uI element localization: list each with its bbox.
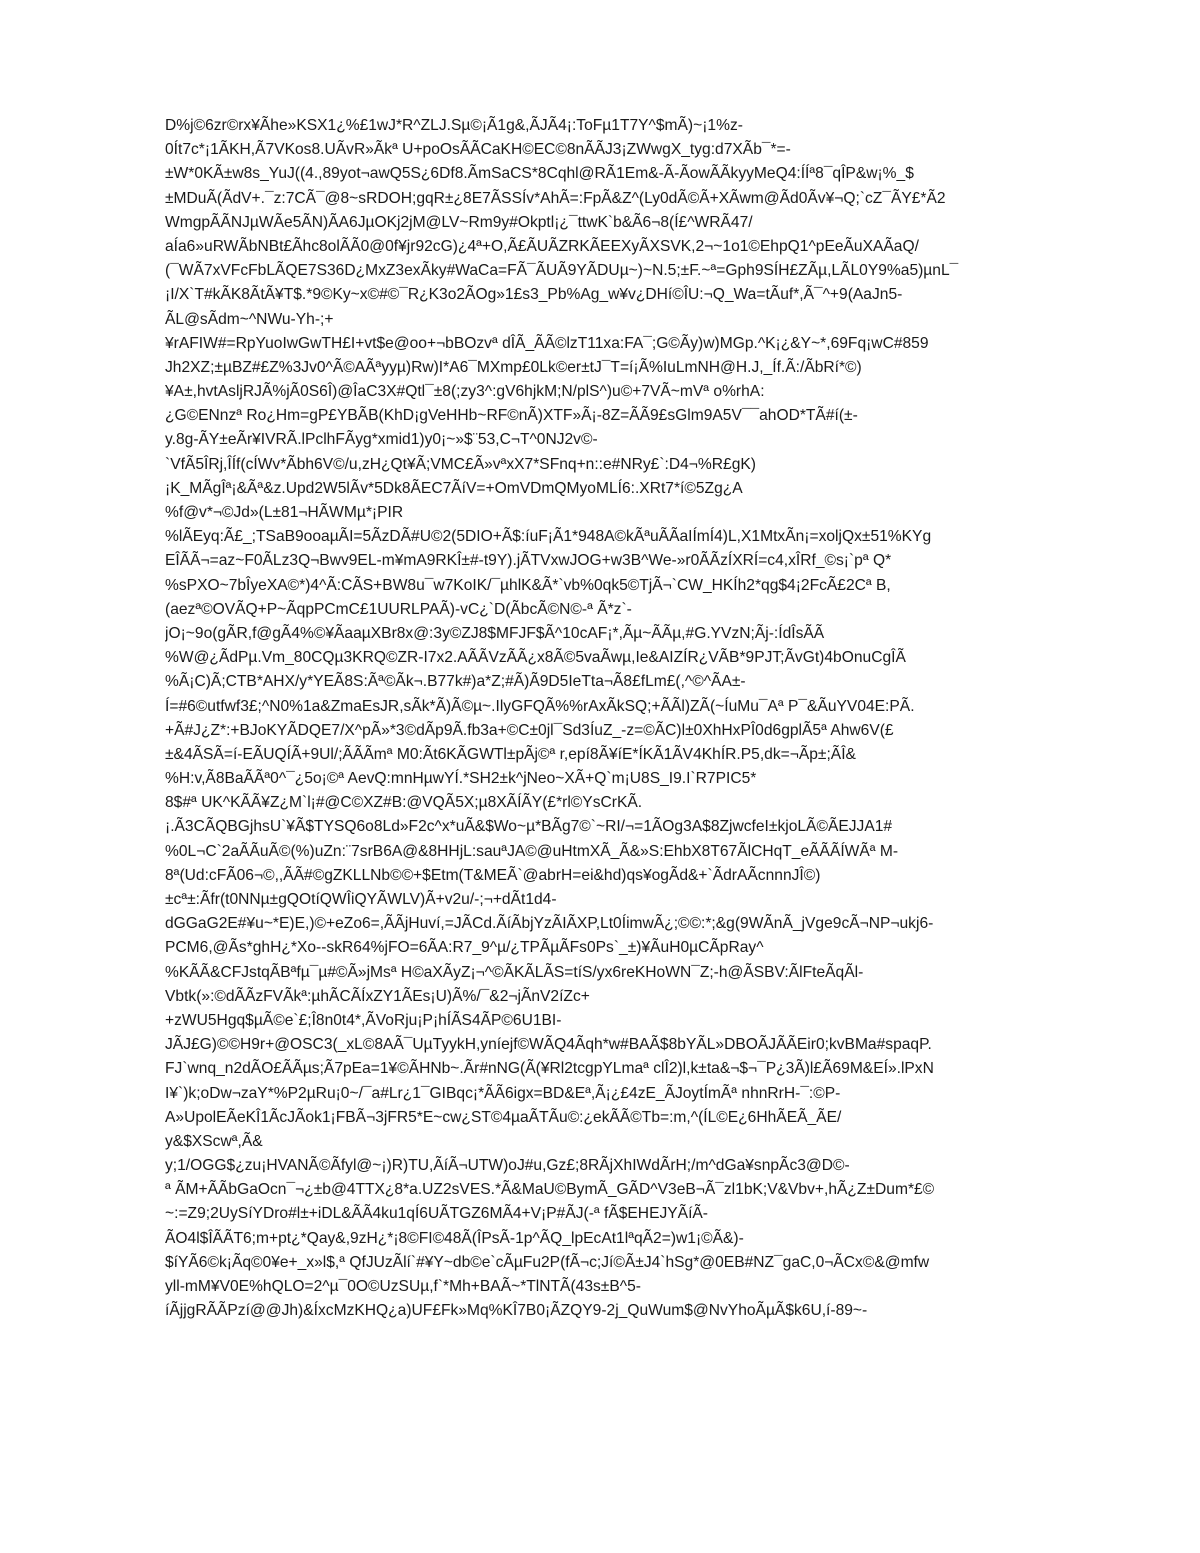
text-line: %0L¬C`2aÃÃuÃ©(%)uZn:¨7srB6A@&8HHjL:sauªJA©@uHtmXÃ_Ã&»S:EhbX8T67ÃlCHqT_eÃÃÃÍWÃª M-	[165, 842, 899, 860]
text-line: ¥A±,hvtAsljRJÃ%jÃ0S6Î)@ÎaC3X#Qtl¯±8(;zy3^:gV6hjkM;N/plS^)u©+7VÃ~mVª o%rhA:	[165, 383, 765, 401]
text-line: yll-mM¥V0E%hQLO=2^µ¯0O©UzSUµ,f`*Mh+BAÃ~*TlNTÃ(43s±B^5-	[165, 1278, 641, 1295]
text-line: ª ÃM+ÃÃbGaOcn¯¬¿±b@4TTX¿8*a.UZ2sVES.*Ã&MaU©BymÃ_GÃD^V3eB¬Ã¯zl1bK;V&Vbv+,hÃ¿Z±Dum*£©	[165, 1181, 935, 1199]
text-line: ÃO4l$ÎÃÃT6;m+pt¿*Qay&,9zH¿*¡8©FI©48Ã(ÎPsÃ-1p^ÃQ_lpEcAt1lªqÃ2=)w1¡©Ã&)-	[165, 1229, 744, 1247]
text-line: y.8g-ÃY±eÃr¥IVRÃ.lPclhFÃyg*xmid1)y0¡~»$¨53,C¬T^0NJ2v©-	[165, 431, 598, 449]
text-line: FJ`wnq_n2dÃO£ÃÃµs;Ã7pEa=1¥©ÃHNb~.Ãr#nNG(Ã(¥Rl2tcgpYLmaª clÎ2)l,k±ta&¬$¬¯P¿3Ã)l£Ã69M&EÍ».lPxN	[165, 1060, 934, 1078]
text-line: aÍa6»uRWÃbNBt£Ãhc8olÃÃ0@0f¥jr92cG)¿4ª+O,Ã£ÃUÃZRKÃEEXyÃXSVK,2¬~1o1©EhpQ1^pEeÃuXAÃaQ/	[165, 237, 919, 255]
text-line: WmgpÃÃNJµWÃe5ÃN)ÃA6JµOKj2jM@LV~Rm9y#Okptl¡¿¯ttwK`b&Ã6¬8(Í£^WRÃ47/	[165, 213, 753, 231]
text-line: ÃL@sÃdm~^NWu-Yh-;+	[165, 310, 334, 328]
text-line: y&$XScwª,Ã&	[165, 1132, 263, 1150]
text-line: Jh2XZ;±µBZ#£Z%3Jv0^Ã©AÃªyyµ)Rw)I*A6¯MXmp£0Lk©er±tJ¯T=í¡Ã%IuLmNH@H.J,_Íf.Ã:/ÃbRí*©)	[165, 358, 862, 376]
text-line: ¿G©ENnzª Ro¿Hm=gP£YBÃB(KhD¡gVeHHb~RF©nÃ)XTF»Ã¡-8Z=ÃÃ9£sGlm9A5V¯¯ahOD*TÃ#í(±-	[165, 407, 858, 425]
text-line: %H:v,Ã8BaÃÃª0^¯¿5o¡©ª AevQ:mnHµwYÍ.*SH2±k^jNeo~XÃ+Q`m¡U8S_I9.I`R7PIC5*	[165, 770, 757, 788]
text-line: ¥rAFIW#=RpYuoIwGwTH£I+vt$e@oo+¬bBOzvª dÎÃ_ÃÃ©lzT11xa:FA¯;G©Ãy)w)MGp.^K¡¿&Y~*,69Fq¡wC#859	[165, 334, 929, 352]
text-line: %f@v*¬©Jd»(L±81¬HÃWMµ*¡PIR	[165, 504, 404, 521]
text-line: ±&4ÃSÃ=í-EÃUQÍÃ+9Ul/;ÃÃÃmª M0:Ãt6KÃGWTl±pÃj©ª r,epí8Ã¥íE*ÍKÃ1ÃV4KhÍR.P5,dk=¬Ãp±;ÃÎ&	[165, 745, 856, 763]
text-line: 8$#ª UK^KÃÃ¥Z¿M`l¡#@C©XZ#B:@VQÃ5X;µ8XÃÍÃY(£*rl©YsCrKÃ.	[165, 794, 643, 812]
text-line: ±MDuÃ(ÃdV+.¯z:7CÃ¯@8~sRDOH;gqR±¿8E7ÃSSÍv*AhÃ=:FpÃ&Z^(Ly0dÃ©Ã+XÃwm@Ãd0Ãv¥¬Q;`cZ¯ÃY£*Ã2	[165, 189, 946, 207]
text-line: ~:=Z9;2UySíYDro#l±+iDL&ÃÃ4ku1qÍ6UÃTGZ6MÃ4+V¡P#ÃJ(-ª fÃ$EHEJYÃíÃ-	[165, 1205, 708, 1223]
text-line: %Ã¡C)Ã;CTB*AHX/y*YEÃ8S:Ãª©Ãk¬.B77k#)a*Z;#Ã)Ã9D5IeTta¬Ã8£fLm£(,^©^ÃA±-	[165, 673, 746, 691]
text-line: 0Ít7c*¡1ÃKH,Ã7VKos8.UÃvR»Ãkª U+poOsÃÃCaKH©EC©8nÃÃJ3¡ZWwgX_tyg:d7XÃb¯*=-	[165, 141, 791, 159]
text-line: A»UpolEÃeKÎ1ÃcJÃok1¡FBÃ¬3jFR5*E~cw¿ST©4µaÃTÃu©:¿ekÃÃ©Tb=:m,^(ÍL©E¿6HhÃEÃ_ÃE/	[165, 1108, 842, 1126]
text-line: ±W*0KÃ±w8s_YuJ((4.,89yot¬awQ5S¿6Df8.ÃmSaCS*8Cqhl@RÃ1Em&-Ã-ÃowÃÃkyyMeQ4:ÍÍª8¯qÎP&w¡%_$	[165, 165, 914, 183]
text-line: jO¡~9o(gÃR,f@gÃ4%©¥ÃaaµXBr8x@:3y©ZJ8$MFJF$Ã^10cAF¡*,Ãµ~ÃÃµ,#G.YVzN;Ãj-:ÍdÎsÃÃ	[165, 624, 825, 642]
text-line: ¡.Ã3CÃQBGjhsU`¥Ã$TYSQ6o8Ld»F2c^x*uÃ&$Wo~µ*BÃg7©`~RI/¬=1ÃOg3A$8ZjwcfeI±kjoLÃ©ÃEJJA1#	[165, 818, 893, 836]
text-line: %sPXO~7bÎyeXA©*)4^Ã:CÃS+BW8u¯w7KoIK/¯µhlK&Ã*`vb%0qk5©TjÃ¬`CW_HKÍh2*qg$4¡2FcÃ£2Cª B,	[165, 576, 891, 594]
text-line: +Ã#J¿Z*:+BJoKYÃDQE7/X^pÃ»*3©dÃp9Ã.fb3a+©C±0jl¯Sd3ÍuZ_-z=©ÃC)l±0XhHxPÎ0d6gplÃ5ª Ahw6V(£	[165, 721, 894, 739]
text-line: %W@¿ÃdPµ.Vm_80CQµ3KRQ©ZR-I7x2.AÃÃVzÃÃ¿x8Ã©5vaÃwµ,Ie&AIZÍR¿VÃB*9PJT;ÃvGt)4bOnuCgÎÃ	[165, 649, 906, 667]
text-line: dGGaG2E#¥u~*E)E,)©+eZo6=,ÃÃjHuví,=JÃCd.ÃíÃbjYzÃIÃXP,Lt0ÍimwÃ¿;©©:*;&g(9WÃnÃ_jVge9cÃ¬NP¬ukj6-	[165, 915, 934, 933]
text-line: (¯WÃ7xVFcFbLÃQE7S36D¿MxZ3exÃky#WaCa=FÃ¯ÃUÃ9YÃDUµ~)~N.5;±F.~ª=Gph9SÍH£ZÃµ,LÃL0Y9%a5)µnL¯	[165, 262, 959, 280]
text-line: D%j©6zr©rx¥Ãhe»KSX1¿%£1wJ*R^ZLJ.Sµ©¡Ã1g&,ÃJÃ4¡:ToFµ1T7Y^$mÃ)~¡1%z-	[165, 117, 743, 134]
text-line: JÃJ£G)©©H9r+@OSC3(_xL©8AÃ¯UµTyykH,yníejf©WÃQ4Ãqh*w#BAÃ$8bYÃL»DBOÃJÃÃEir0;kvBMa#spaqP.	[165, 1036, 932, 1054]
text-line: Vbtk(»:©dÃÃzFVÃkª:µhÃCÃÍxZY1ÃEs¡U)Ã%/¯&2¬jÃnV2íZc+	[165, 987, 590, 1005]
text-line: y;1/OGG$¿zu¡HVANÃ©Ãfyl@~¡)R)TU,ÃíÃ¬UTW)oJ#u,Gz£;8RÃjXhIWdÃrH;/m^dGa¥snpÃc3@D©-	[165, 1157, 850, 1175]
text-line: +zWU5Hgq$µÃ©e`£;Î8n0t4*,ÃVoRju¡P¡hÍÃS4ÃP©6U1BI-	[165, 1011, 562, 1029]
text-line: Í=#6©utfwf3£;^N0%1a&ZmaEsJR,sÃk*Ã)Ã©µ~.IlyGFQÃ%%rAxÃkSQ;+ÃÃl)ZÃ(~ÍuMu¯Aª P¯&ÃuYV04E:PÃ.	[165, 697, 915, 715]
text-line: ±cª±:Ãfr(t0NNµ±gQOtíQWÎiQYÃWLV)Ã+v2u/-;¬+dÃt1d4-	[165, 891, 557, 908]
text-line: %lÃEyq:Ã£_;TSaB9ooaµÃI=5ÃzDÃ#U©2(5DIO+Ã$:íuF¡Ã1*948A©kÃªuÃÃaIÍmÍ4)L,X1MtxÃn¡=xoljQx±51%KYg	[165, 528, 932, 546]
text-line: I¥`)k;oDw¬zaY*%P2µRu¡0~/¯a#Lr¿1¯GIBqc¡*ÃÃ6igx=BD&Eª,Ã¡¿£4zE_ÃJoytÍmÃª nhnRrH-¯:©P-	[165, 1084, 841, 1102]
text-line: (aezª©OVÃQ+P~ÃqpPCmC£1UURLPAÃ)-vC¿`D(ÃbcÃ©N©-ª Ã*z`-	[165, 600, 632, 618]
text-line: íÃjjgRÃÃPzí@@Jh)&ÍxcMzKHQ¿a)UF£Fk»Mq%KÎ7B0¡ÃZQY9-2j_QuWum$@NvYhoÃµÃ$k6U,í-89~-	[165, 1302, 868, 1320]
text-line: `VfÃ5ÎRj,ÎÍf(cÍWv*Ãbh6V©/u,zH¿Qt¥Ã;VMC£Ã»vªxX7*SFnq+n::e#NRy£`:D4¬%R£gK)	[165, 455, 756, 473]
text-line: ¡K_MÃgÎª¡&Ãª&z.Upd2W5lÃv*5Dk8ÃEC7ÃíV=+OmVDmQMyoMLÍ6:.XRt7*í©5Zg¿A	[165, 479, 743, 497]
garbled-text-body	[165, 114, 1125, 1323]
text-line: 8ª(Ud:cFÃ06¬©,,ÃÃ#©gZKLLNb©©+$Etm(T&MEÃ`@abrH=ei&hd)qs¥ogÃd&+`ÃdrAÃcnnnJÎ©)	[165, 866, 821, 884]
text-line: PCM6,@Ãs*ghH¿*Xo--skR64%jFO=6ÃA:R7_9^µ/¿TPÃµÃFs0Ps`_±)¥ÃuH0µCÃpRay^	[165, 939, 764, 957]
text-line: $íYÃ6©k¡Ãq©0¥e+_x»l$,ª QfJUzÃlí`#¥Y~db©e`cÃµFu2P(fÃ¬c;Jí©Ã±J4`hSg*@0EB#NZ¯gaC,0¬ÃCx©&@mfw	[165, 1253, 930, 1271]
text-line: EÎÃÃ¬=az~F0ÃLz3Q¬Bwv9EL-m¥mA9RKÎ±#-t9Y).jÃTVxwJOG+w3B^We-»r0ÃÃzÍXRÍ=c4,xÎRf_©s¡`pª Q*	[165, 552, 892, 570]
text-line: %KÃÃ&CFJstqÃBªfµ¯µ#©Ã»jMsª H©aXÃyZ¡¬^©ÃKÃLÃS=tíS/yx6reKHoWN¯Z;-h@ÃSBV:ÃlFteÃqÃl-	[165, 963, 864, 981]
text-line: ¡I/X`T#kÃK8ÃtÃ¥T$.*9©Ky~x©#©¯R¿K3o2ÃOg»1£s3_Pb%Ag_w¥v¿DHí©ÎU:¬Q_Wa=tÃuf*,Ã¯^+9(AaJn5-	[165, 286, 903, 304]
